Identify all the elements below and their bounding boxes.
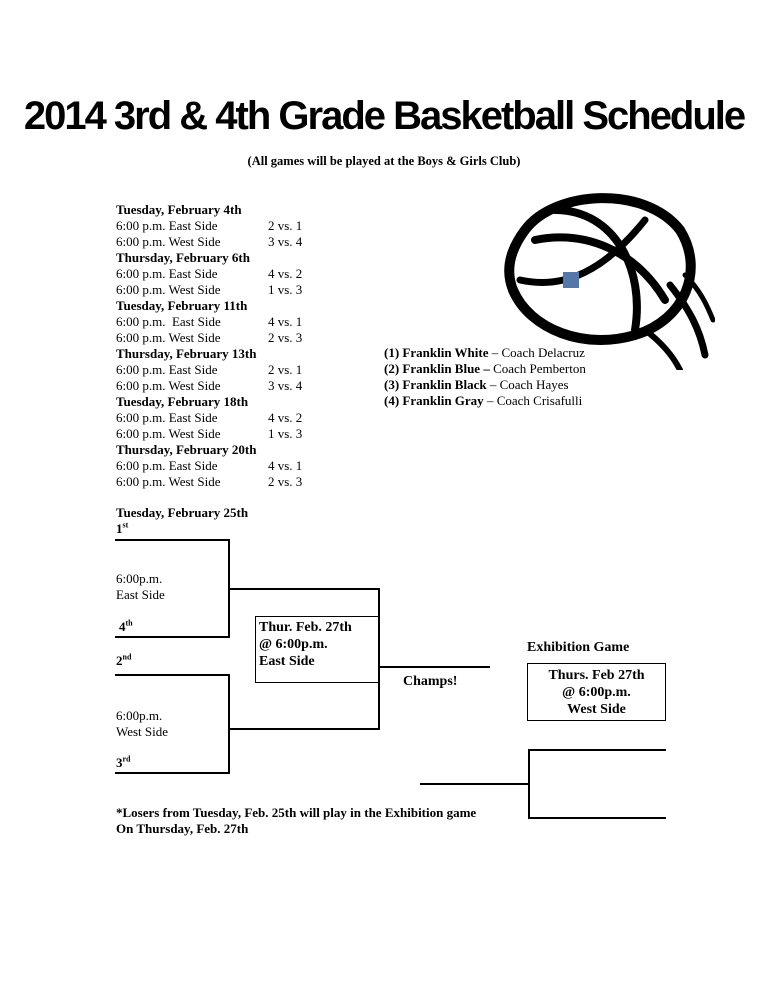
schedule-date: Tuesday, February 4th <box>116 202 242 217</box>
team-coach: Coach Pemberton <box>489 361 586 376</box>
team-number: (2) <box>384 361 400 376</box>
basketball-illustration <box>495 180 715 370</box>
game-time: 6:00 p.m. West Side <box>116 426 221 441</box>
game-row <box>116 474 356 490</box>
game-time: 6:00 p.m. East Side <box>116 410 218 425</box>
team-number: (3) <box>384 377 400 392</box>
game-row <box>116 218 356 234</box>
team-number: (4) <box>384 393 400 408</box>
champs-line <box>378 666 490 668</box>
game-matchup: 4 vs. 2 <box>268 410 303 425</box>
game-time: 6:00 p.m. East Side <box>116 458 218 473</box>
seed-suffix: rd <box>122 754 131 764</box>
game-matchup: 1 vs. 3 <box>268 426 303 441</box>
schedule-date: Tuesday, February 18th <box>116 394 249 409</box>
bracket-line <box>115 772 229 774</box>
team-item <box>384 377 644 393</box>
team-name-text: Franklin Gray <box>402 393 484 408</box>
game-matchup: 3 vs. 4 <box>268 378 303 393</box>
game-time: 6:00 p.m. West Side <box>116 330 221 345</box>
final-time: @ 6:00p.m. <box>259 637 328 652</box>
game-time: 6:00 p.m. West Side <box>116 234 221 249</box>
game-row <box>116 426 356 442</box>
team-name <box>384 361 490 376</box>
seed-2 <box>116 653 131 669</box>
exhibition-location: West Side <box>567 702 626 717</box>
game-row <box>116 330 356 346</box>
team-name-text: Franklin Black <box>402 377 487 392</box>
game-matchup: 2 vs. 3 <box>268 330 303 345</box>
exhibition-date: Thurs. Feb 27th <box>548 668 645 683</box>
schedule-list <box>116 202 356 490</box>
bracket-line <box>420 783 529 785</box>
team-coach: – Coach Delacruz <box>488 345 585 360</box>
footnote-line-2: On Thursday, Feb. 27th <box>116 821 249 836</box>
seed-suffix: nd <box>122 652 132 662</box>
team-number: (1) <box>384 345 400 360</box>
bracket-line <box>115 674 229 676</box>
bracket-date: Tuesday, February 25th <box>116 505 249 520</box>
game-matchup: 1 vs. 3 <box>268 282 303 297</box>
exhibition-time: @ 6:00p.m. <box>562 685 631 700</box>
schedule-date: Tuesday, February 11th <box>116 298 248 313</box>
exhibition-game-text <box>528 664 665 718</box>
east-time: 6:00p.m. <box>116 571 163 586</box>
bracket-line <box>528 817 666 819</box>
seed-number: 4 <box>119 619 126 634</box>
page-title: 2014 3rd & 4th Grade Basketball Schedule <box>23 94 745 138</box>
team-name <box>384 393 484 408</box>
game-row <box>116 362 356 378</box>
bracket-line <box>115 636 229 638</box>
team-list <box>384 345 644 409</box>
final-date: Thur. Feb. 27th <box>259 620 352 635</box>
game-row <box>116 410 356 426</box>
logo-icon <box>563 272 579 288</box>
final-game-box <box>255 616 380 683</box>
team-name <box>384 345 489 360</box>
exhibition-game-box <box>527 663 666 721</box>
west-time: 6:00p.m. <box>116 708 163 723</box>
team-name-text: Franklin Blue – <box>402 361 490 376</box>
team-item <box>384 345 644 361</box>
final-location: East Side <box>259 654 315 669</box>
game-row <box>116 282 356 298</box>
game-row <box>116 378 356 394</box>
seed-suffix: st <box>122 520 129 530</box>
game-time: 6:00 p.m. East Side <box>116 314 221 329</box>
game-time: 6:00 p.m. West Side <box>116 474 221 489</box>
seed-3 <box>116 755 131 771</box>
seed-suffix: th <box>125 618 133 628</box>
game-matchup: 3 vs. 4 <box>268 234 303 249</box>
game-matchup: 2 vs. 1 <box>268 218 303 233</box>
game-row <box>116 458 356 474</box>
game-row <box>116 234 356 250</box>
bracket-line <box>115 539 229 541</box>
game-time: 6:00 p.m. East Side <box>116 362 218 377</box>
game-time: 6:00 p.m. East Side <box>116 218 218 233</box>
seed-number: 2 <box>116 653 123 668</box>
east-location: East Side <box>116 587 165 602</box>
bracket-line <box>228 588 379 590</box>
schedule-date: Thursday, February 6th <box>116 250 250 265</box>
footnote-line-1: *Losers from Tuesday, Feb. 25th will play in the Exhibition game <box>116 805 477 820</box>
game-matchup: 2 vs. 1 <box>268 362 303 377</box>
schedule-date: Thursday, February 20th <box>116 442 257 457</box>
exhibition-title: Exhibition Game <box>527 640 630 655</box>
schedule-date: Thursday, February 13th <box>116 346 257 361</box>
game-time: 6:00 p.m. East Side <box>116 266 218 281</box>
game-matchup: 2 vs. 3 <box>268 474 303 489</box>
bracket-line <box>528 749 666 751</box>
seed-number: 3 <box>116 755 123 770</box>
game-matchup: 4 vs. 1 <box>268 314 303 329</box>
team-name-text: Franklin White <box>402 345 489 360</box>
game-matchup: 4 vs. 2 <box>268 266 303 281</box>
seed-4 <box>119 619 133 635</box>
team-item <box>384 361 644 377</box>
team-item <box>384 393 644 409</box>
game-time: 6:00 p.m. West Side <box>116 378 221 393</box>
subtitle: (All games will be played at the Boys & Girls Club) <box>247 154 521 168</box>
game-time: 6:00 p.m. West Side <box>116 282 221 297</box>
seed-number: 1 <box>116 521 123 536</box>
bracket-line <box>228 674 230 774</box>
team-coach: – Coach Crisafulli <box>483 393 583 408</box>
game-row <box>116 314 356 330</box>
seed-1 <box>116 521 128 537</box>
game-matchup: 4 vs. 1 <box>268 458 303 473</box>
final-game-text <box>256 617 380 670</box>
team-coach: – Coach Hayes <box>486 377 569 392</box>
west-location: West Side <box>116 724 169 739</box>
bracket-line <box>228 728 379 730</box>
game-row <box>116 266 356 282</box>
champs-label: Champs! <box>403 674 458 689</box>
team-name <box>384 377 487 392</box>
